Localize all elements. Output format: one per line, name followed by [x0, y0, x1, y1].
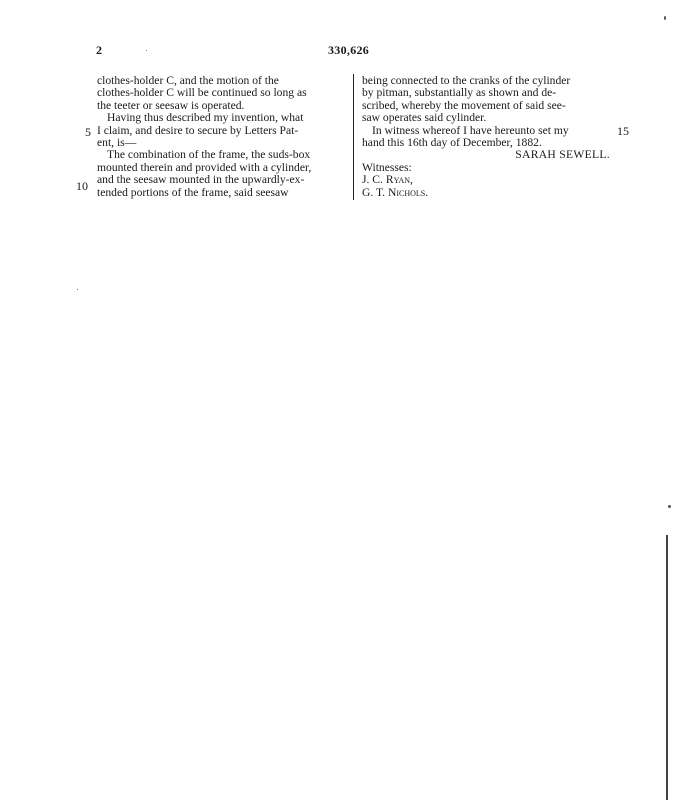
text-line: In witness whereof I have hereunto set my: [372, 123, 569, 137]
text-line: by pitman, substantially as shown and de-: [362, 86, 557, 100]
witness-name: J. C. Ryan,: [362, 173, 413, 187]
text-line: saw operates said cylinder.: [362, 111, 487, 125]
text-line: and the seesaw mounted in the upwardly-ex-: [97, 173, 305, 187]
text-line: being connected to the cranks of the cylinder: [362, 74, 571, 87]
scan-edge-line: [666, 535, 668, 800]
left-text-column: [97, 75, 347, 199]
page-number: 2: [96, 43, 102, 57]
text-line: the teeter or seesaw is operated.: [97, 98, 245, 112]
text-line: ent, is—: [97, 136, 137, 150]
signature: SARAH SEWELL.: [515, 148, 610, 162]
text-line: clothes-holder C will be continued so long as: [97, 86, 307, 100]
scan-speck: [664, 16, 666, 20]
text-line: hand this 16th day of December, 1882.: [362, 136, 542, 150]
text-line: tended portions of the frame, said seesaw: [97, 185, 289, 199]
patent-number: 330,626: [328, 43, 370, 57]
margin-line-number-15: 15: [617, 124, 629, 138]
scan-speck: [668, 505, 671, 508]
text-line: I claim, and desire to secure by Letters Pat-: [97, 123, 299, 137]
text-line: scribed, whereby the movement of said see-: [362, 98, 566, 112]
text-line: The combination of the frame, the suds-box: [107, 148, 311, 162]
witness-name: G. T. Nichols.: [362, 185, 429, 199]
right-text-column: [362, 75, 610, 199]
text-line: Having thus described my invention, what: [107, 111, 304, 125]
text-line: clothes-holder C, and the motion of the: [97, 74, 279, 87]
margin-line-number-5: 5: [85, 125, 91, 139]
text-line: mounted therein and provided with a cylinder,: [97, 160, 312, 174]
scan-speck: [77, 289, 78, 290]
scan-speck: [146, 50, 147, 51]
witnesses-label: Witnesses:: [362, 160, 412, 174]
margin-line-number-10: 10: [76, 179, 88, 193]
column-divider: [353, 74, 354, 200]
